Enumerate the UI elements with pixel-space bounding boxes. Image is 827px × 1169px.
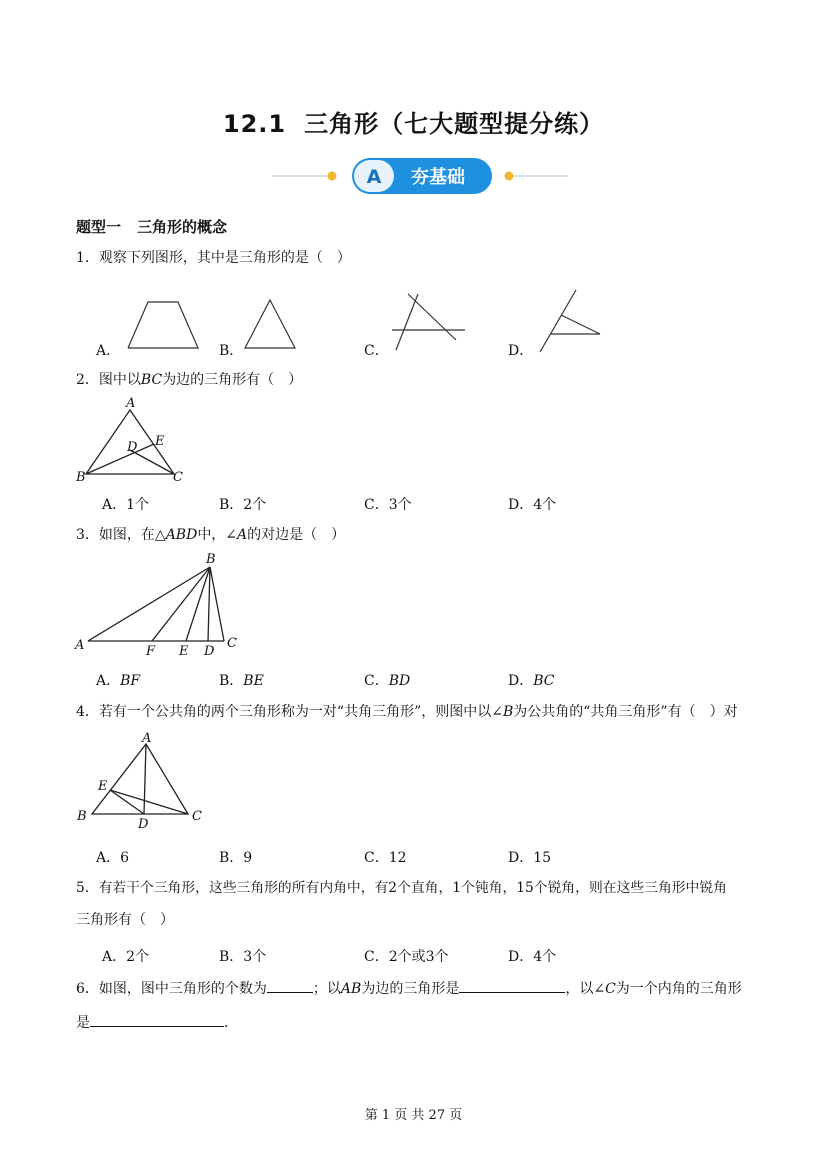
q1-fig-a [128, 302, 198, 348]
q1-option-a: A． [96, 343, 121, 359]
title-text: 三角形（七大题型提分练） [304, 110, 605, 138]
title-number: 12.1 [222, 110, 287, 138]
banner-dot-right [505, 172, 514, 181]
q1-option-c: C． [364, 343, 389, 359]
q3-label-b: B [206, 552, 216, 567]
question-5-line-2: 三角形有（ ） [76, 912, 174, 928]
banner-text: 夯基础 [411, 167, 465, 188]
q5-option-d: D．4个 [508, 949, 557, 965]
q2-option-a: A．1个 [102, 497, 150, 513]
q5-option-c: C．2个或3个 [364, 949, 449, 965]
q1-option-b: B． [219, 343, 244, 359]
q3-option-d: D．BC [508, 673, 555, 689]
q3-label-d: D [204, 644, 215, 659]
q6-blank-count[interactable] [267, 978, 313, 993]
q4-label-e: E [98, 779, 108, 794]
q4-option-c: C．12 [364, 850, 407, 866]
q2-figure [72, 394, 192, 486]
q4-label-c: C [192, 809, 202, 824]
question-3: 3．如图，在△ABD中，∠A的对边是（ ） [76, 527, 346, 543]
q5-option-b: B．3个 [219, 949, 267, 965]
q4-figure [72, 730, 212, 834]
q4-option-a: A．6 [96, 850, 130, 866]
q2-option-b: B．2个 [219, 497, 267, 513]
level-banner [272, 156, 568, 196]
q5-option-a: A．2个 [102, 949, 150, 965]
question-1: 1．观察下列图形，其中是三角形的是（ ） [76, 250, 351, 266]
question-4: 4．若有一个公共角的两个三角形称为一对“共角三角形”，则图中以∠B为公共角的“共角三角形”有（ ）对 [76, 704, 738, 720]
q1-fig-c [392, 294, 465, 350]
page-title [0, 104, 827, 139]
question-5-line-1: 5．有若干个三角形，这些三角形的所有内角中，有2个直角，1个钝角，15个锐角，则在这些三角形中锐角 [76, 880, 727, 896]
q2-label-a: A [126, 396, 136, 411]
q1-fig-b [245, 300, 295, 348]
q4-label-a: A [142, 731, 152, 746]
q2-option-c: C．3个 [364, 497, 412, 513]
q2-label-b: B [76, 470, 86, 485]
q3-label-f: F [146, 644, 156, 659]
banner-letter: A [366, 166, 382, 188]
q4-label-b: B [77, 809, 87, 824]
question-6-line-1: 6．如图，图中三角形的个数为 ；以AB为边的三角形是 ，以∠C为一个内角的三角形 [76, 978, 742, 999]
q2-option-d: D．4个 [508, 497, 557, 513]
q3-option-c: C．BD [364, 673, 411, 689]
q4-option-b: B．9 [219, 850, 253, 866]
page-footer: 第 1 页 共 27 页 [364, 1108, 463, 1123]
q4-option-d: D．15 [508, 850, 552, 866]
question-6-line-2: 是 ． [76, 1012, 238, 1033]
q2-label-e: E [155, 434, 165, 449]
question-2: 2．图中以BC为边的三角形有（ ） [76, 372, 303, 388]
q3-figure [72, 549, 252, 659]
q3-option-a: A．BF [96, 673, 141, 689]
q3-label-c: C [227, 636, 237, 651]
section-label: 题型一 [76, 218, 122, 236]
section-heading [76, 216, 227, 237]
q1-option-d: D． [508, 343, 534, 359]
q2-label-c: C [173, 470, 183, 485]
q1-fig-d [540, 290, 600, 352]
q6-blank-c-triangles[interactable] [90, 1012, 224, 1027]
q3-label-a: A [75, 638, 85, 653]
q6-blank-ab-triangles[interactable] [459, 978, 565, 993]
banner-dot-left [328, 172, 337, 181]
q2-label-d: D [127, 440, 138, 455]
q3-label-e: E [179, 644, 189, 659]
q4-label-d: D [138, 817, 149, 832]
q3-option-b: B．BE [219, 673, 264, 689]
section-name: 三角形的概念 [137, 218, 228, 236]
